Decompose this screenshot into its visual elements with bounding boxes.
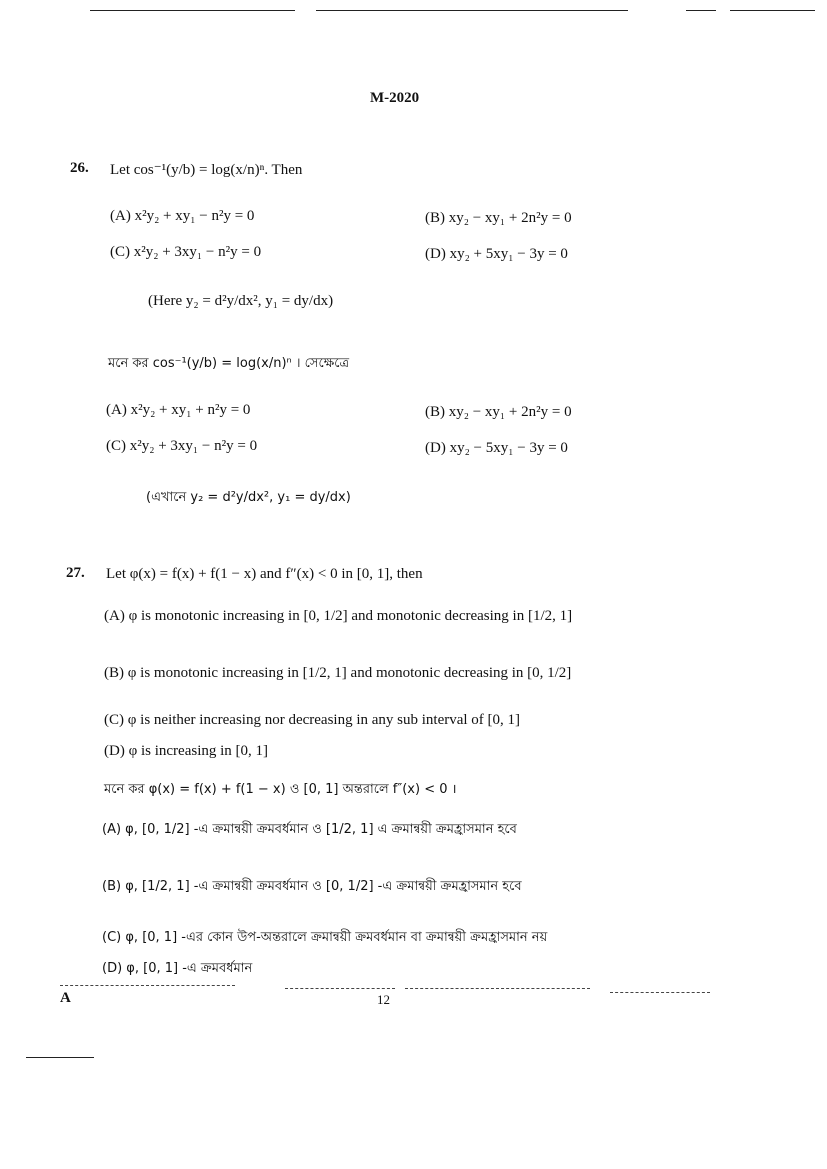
q26-option-b: (B) xy₂ − xy₁ + 2n²y = 0 <box>425 210 572 226</box>
q26-stem-bengali: মনে কর cos⁻¹(y/b) = log(x/n)ⁿ । সেক্ষেত্রে <box>108 356 350 371</box>
q26-option-c-bengali: (C) x²y₂ + 3xy₁ − n²y = 0 <box>106 438 258 454</box>
q26-note: (Here y₂ = d²y/dx², y₁ = dy/dx) <box>148 293 334 309</box>
footer-rule-mid <box>285 988 395 989</box>
footer-rule-left <box>60 985 235 986</box>
q26-option-d: (D) xy₂ + 5xy₁ − 3y = 0 <box>425 246 568 262</box>
q26-option-c: (C) x²y₂ + 3xy₁ − n²y = 0 <box>110 244 262 260</box>
q26-number: 26. <box>70 160 89 176</box>
q27-option-d: (D) φ is increasing in [0, 1] <box>104 743 269 759</box>
q26-note-bengali: (এখানে y₂ = d²y/dx², y₁ = dy/dx) <box>146 490 351 505</box>
q26-stem: Let cos⁻¹(y/b) = log(x/n)ⁿ. Then <box>110 162 303 178</box>
footer-set-letter: A <box>60 990 71 1006</box>
page-number: 12 <box>377 992 390 1007</box>
q27-stem-bengali: মনে কর φ(x) = f(x) + f(1 − x) ও [0, 1] অন্তরালে f″(x) < 0 । <box>104 782 457 797</box>
footer-rule-right <box>610 992 710 993</box>
q27-option-c: (C) φ is neither increasing nor decreasing in any sub interval of [0, 1] <box>104 712 521 728</box>
q27-option-b-bengali: (B) φ, [1/2, 1] -এ ক্রমান্বয়ী ক্রমবর্ধমান ও [0, 1/2] -এ ক্রমান্বয়ী ক্রমহ্রাসমান হবে <box>102 879 522 894</box>
footer-rule-mid2 <box>405 988 590 989</box>
q27-option-a: (A) φ is monotonic increasing in [0, 1/2] and monotonic decreasing in [1/2, 1] <box>104 608 573 624</box>
q27-option-d-bengali: (D) φ, [0, 1] -এ ক্রমবর্ধমান <box>102 961 253 976</box>
bottom-mark-line <box>26 1057 94 1058</box>
q26-option-d-bengali: (D) xy₂ − 5xy₁ − 3y = 0 <box>425 440 568 456</box>
q26-option-a-bengali: (A) x²y₂ + xy₁ + n²y = 0 <box>106 402 251 418</box>
q26-option-b-bengali: (B) xy₂ − xy₁ + 2n²y = 0 <box>425 404 572 420</box>
top-rule-left <box>90 10 295 11</box>
top-rule-right-short <box>686 10 716 11</box>
q27-option-b: (B) φ is monotonic increasing in [1/2, 1] and monotonic decreasing in [0, 1/2] <box>104 665 572 681</box>
paper-code: M-2020 <box>370 90 420 106</box>
q27-option-c-bengali: (C) φ, [0, 1] -এর কোন উপ-অন্তরালে ক্রমান্বয়ী ক্রমবর্ধমান বা ক্রমান্বয়ী ক্রমহ্রাসমান নয় <box>102 930 548 945</box>
q27-number: 27. <box>66 565 85 581</box>
top-rule-center <box>316 10 628 11</box>
q27-stem: Let φ(x) = f(x) + f(1 − x) and f″(x) < 0 in [0, 1], then <box>106 566 423 582</box>
q27-option-a-bengali: (A) φ, [0, 1/2] -এ ক্রমান্বয়ী ক্রমবর্ধমান ও [1/2, 1] এ ক্রমান্বয়ী ক্রমহ্রাসমান হবে <box>102 822 517 837</box>
q26-option-a: (A) x²y₂ + xy₁ − n²y = 0 <box>110 208 255 224</box>
top-rule-right <box>730 10 815 11</box>
